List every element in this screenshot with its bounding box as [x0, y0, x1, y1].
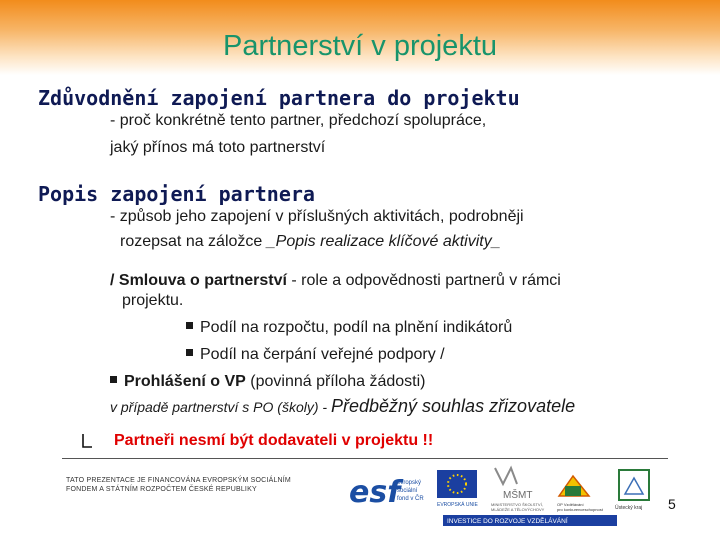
bullet-item-2-text: Podíl na čerpání veřejné podpory / [200, 346, 445, 363]
square-bullet-icon [186, 322, 193, 329]
svg-text:EVROPSKÁ UNIE: EVROPSKÁ UNIE [437, 502, 478, 508]
funding-logos [345, 464, 665, 530]
bullet-item-3-rest: (povinná příloha žádosti) [245, 373, 426, 390]
justification-line-1: - proč konkrétně tento partner, předchozí spolupráce, [110, 112, 487, 129]
ustecky-kraj-logo [615, 470, 649, 511]
description-line-2 [120, 231, 501, 253]
svg-text:MINISTERSTVO ŠKOLSTVÍ,: MINISTERSTVO ŠKOLSTVÍ, [491, 502, 543, 507]
justification-line-2: jaký přínos má toto partnerství [110, 139, 326, 156]
svg-text:evropský: evropský [397, 480, 422, 486]
section-heading-justification: Zdůvodnění zapojení partnera do projektu [38, 86, 520, 110]
square-bullet-icon [110, 376, 117, 383]
svg-text:pro konkurenceschopnost: pro konkurenceschopnost [557, 507, 603, 512]
svg-text:Ústecký kraj: Ústecký kraj [615, 505, 643, 511]
footer-divider [62, 458, 668, 459]
bullet-item-2 [186, 344, 445, 366]
smlouva-line-2: projektu. [122, 292, 184, 309]
slide-title: Partnerství v projektu [223, 30, 497, 62]
description-line-1: - způsob jeho zapojení v příslušných aktivitách, podrobněji [110, 208, 524, 225]
svg-text:OP Vzdělávání: OP Vzdělávání [557, 502, 584, 507]
warning-text: Partneři nesmí být dodavateli v projektu !! [114, 432, 434, 449]
case-line [110, 395, 575, 419]
square-bullet-icon [186, 349, 193, 356]
invest-banner-text: INVESTICE DO ROZVOJE VZDĚLÁVÁNÍ [447, 518, 568, 525]
esf-logo [347, 470, 424, 510]
footer-funding-line-2: FONDEM A STÁTNÍM ROZPOČTEM ČESKÉ REPUBLIKY [66, 486, 257, 493]
description-line-2-italic: _Popis realizace klíčové aktivity_ [266, 233, 501, 250]
svg-text:sociální: sociální [397, 488, 418, 494]
svg-text:esf: esf [349, 475, 401, 510]
smlouva-line-1 [110, 270, 561, 292]
footer-funding-line-1: TATO PREZENTACE JE FINANCOVÁNA EVROPSKÝM SOCIÁLNÍM [66, 477, 291, 484]
bullet-item-1-text: Podíl na rozpočtu, podíl na plnění indikátorů [200, 319, 513, 336]
section-heading-description: Popis zapojení partnera [38, 182, 315, 206]
warning-arrow-icon [78, 432, 98, 452]
footer-funding-note [66, 476, 291, 494]
eu-flag-logo [437, 470, 479, 508]
description-line-2-prefix: rozepsat na záložce [120, 233, 267, 250]
svg-text:MŠMT: MŠMT [503, 490, 533, 501]
svg-text:MLÁDEŽE A TĚLOVÝCHOVY: MLÁDEŽE A TĚLOVÝCHOVY [491, 507, 545, 512]
page-number: 5 [668, 496, 676, 512]
bullet-item-1 [186, 317, 512, 339]
smlouva-rest: - role a odpovědnosti partnerů v rámci [286, 272, 561, 289]
bullet-item-3-bold: Prohlášení o VP [124, 373, 246, 390]
case-small-text: v případě partnerství s PO (školy) - [110, 399, 331, 415]
smlouva-bold: / Smlouva o partnerství [110, 272, 287, 289]
case-large-text: Předběžný souhlas zřizovatele [330, 396, 576, 416]
op-vk-logo [557, 476, 604, 512]
svg-text:fond v ČR: fond v ČR [397, 496, 424, 502]
msmt-logo [491, 468, 545, 512]
bullet-item-3 [110, 371, 425, 393]
